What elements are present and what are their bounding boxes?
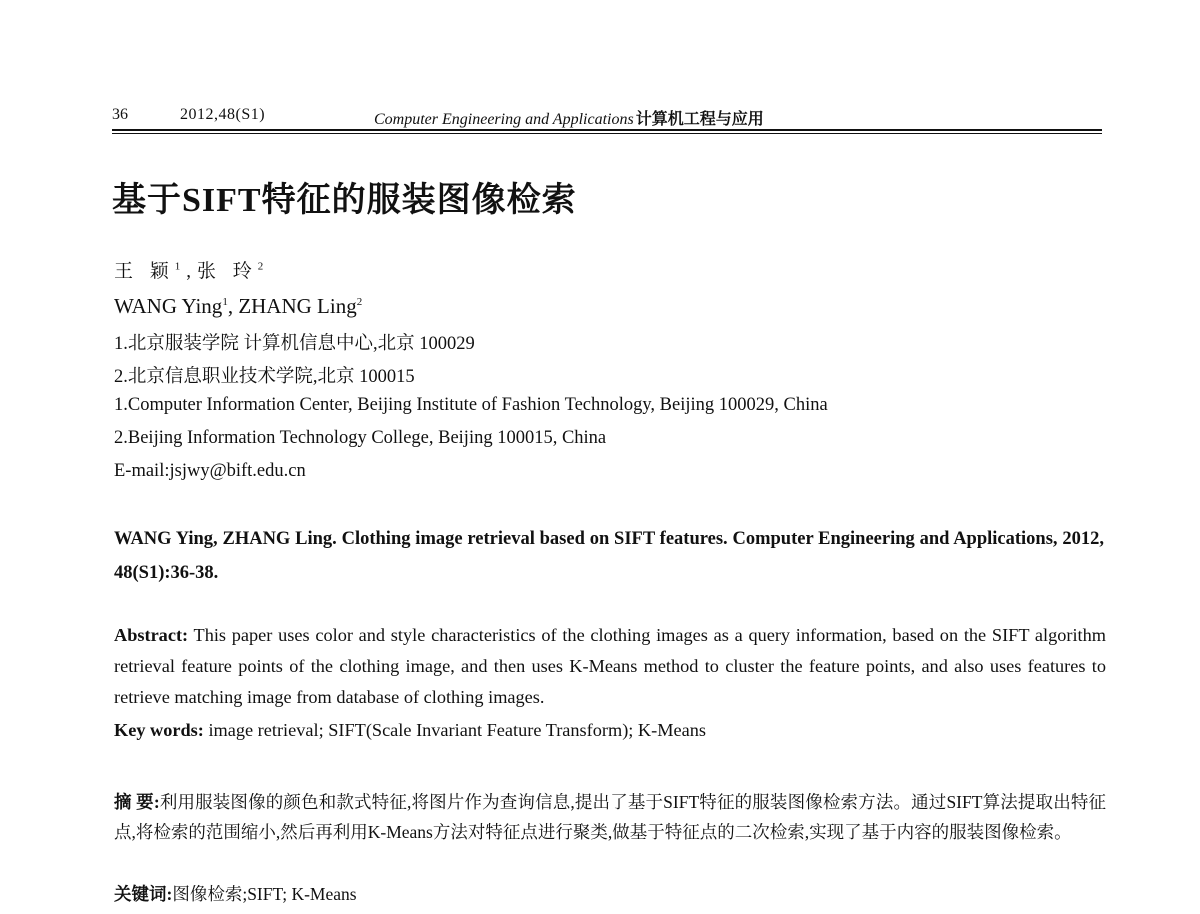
email: E-mail:jsjwy@bift.edu.cn [114, 461, 306, 481]
author1-en-affil: 1 [222, 296, 228, 308]
abstract-zh [114, 787, 1106, 847]
keywords-zh-label: 关键词: [114, 884, 173, 904]
keywords-zh [114, 881, 357, 906]
author1-en: WANG Ying [114, 294, 223, 318]
journal-name [374, 106, 764, 129]
journal-name-en: Computer Engineering and Applications [374, 111, 634, 128]
keywords-label: Key words: [114, 720, 204, 740]
author-separator-zh: , [186, 261, 198, 282]
running-header [112, 104, 1102, 126]
abstract-text: This paper uses color and style characteristics of the clothing images as a query information, based on the SIFT algorithm retrieval feature points of the clothing image, and then uses K-Means method to cluster the feature points, and also uses features to retrieve matching image from database of clothing images. [114, 625, 1106, 707]
affiliation-2-zh: 2.北京信息职业技术学院,北京 100015 [114, 367, 415, 387]
header-rule-thin [112, 133, 1102, 134]
paper-title: 基于SIFT特征的服装图像检索 [112, 182, 577, 219]
citation: WANG Ying, ZHANG Ling. Clothing image retrieval based on SIFT features. Computer Engineering and Applications, 2012, 48(S1):36-38. [114, 529, 1104, 583]
authors-zh [114, 256, 269, 283]
author1-zh: 王 颖 [114, 261, 175, 282]
author1-zh-affil: 1 [174, 260, 187, 273]
year-volume: 2012,48(S1) [180, 106, 266, 123]
header-rule-thick [112, 129, 1102, 131]
keywords-text: image retrieval; SIFT(Scale Invariant Feature Transform); K-Means [203, 720, 706, 740]
affiliation-1-en: 1.Computer Information Center, Beijing Institute of Fashion Technology, Beijing 100029, China [114, 395, 828, 415]
page-number: 36 [112, 106, 128, 123]
keywords-en [114, 720, 706, 741]
abstract-zh-text: 利用服装图像的颜色和款式特征,将图片作为查询信息,提出了基于SIFT特征的服装图像检索方法。通过SIFT算法提取出特征点,将检索的范围缩小,然后再利用K-Means方法对特征点进行聚类,做基于特征点的二次检索,实现了基于内容的服装图像检索。 [114, 792, 1107, 842]
author2-zh-affil: 2 [257, 260, 270, 273]
author2-en-affil: 2 [356, 296, 363, 308]
authors-en [114, 294, 362, 319]
keywords-zh-text: 图像检索;SIFT; K-Means [172, 884, 357, 904]
journal-name-zh: 计算机工程与应用 [635, 111, 764, 128]
affiliation-1-zh: 1.北京服装学院 计算机信息中心,北京 100029 [114, 334, 475, 354]
affiliation-2-en: 2.Beijing Information Technology College, Beijing 100015, China [114, 428, 607, 448]
abstract-zh-label: 摘 要: [114, 792, 160, 812]
author2-en: ZHANG Ling [238, 294, 357, 318]
author-separator-en: , [227, 294, 239, 318]
abstract-label: Abstract: [114, 625, 189, 645]
abstract-en [114, 620, 1106, 713]
author2-zh: 张 玲 [197, 261, 258, 282]
